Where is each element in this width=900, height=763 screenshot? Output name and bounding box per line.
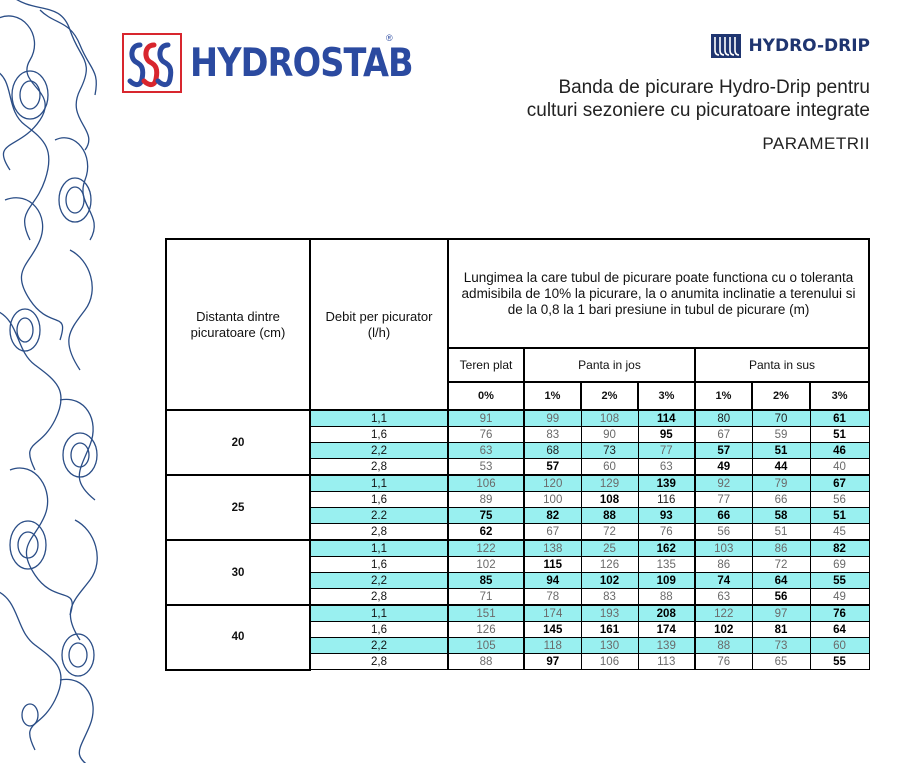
distance-cell: 30 [166, 540, 310, 605]
registered-mark: ® [386, 33, 393, 43]
value-cell: 68 [524, 443, 581, 459]
header-distance: Distanta dintre picuratoare (cm) [166, 239, 310, 410]
value-cell: 63 [638, 459, 695, 476]
value-cell: 161 [581, 622, 638, 638]
value-cell: 77 [695, 492, 752, 508]
value-cell: 208 [638, 605, 695, 622]
value-cell: 59 [752, 427, 810, 443]
debit-cell: 1,1 [310, 540, 448, 557]
value-cell: 97 [524, 654, 581, 670]
value-cell: 80 [695, 410, 752, 427]
value-cell: 91 [448, 410, 524, 427]
table-row [166, 605, 869, 622]
value-cell: 102 [695, 622, 752, 638]
slope-header: 2% [752, 382, 810, 410]
value-cell: 69 [810, 557, 869, 573]
slope-header: 0% [448, 382, 524, 410]
value-cell: 135 [638, 557, 695, 573]
value-cell: 109 [638, 573, 695, 589]
value-cell: 58 [752, 508, 810, 524]
hydrostab-wordmark: HYDROSTAB [190, 40, 413, 86]
value-cell: 118 [524, 638, 581, 654]
value-cell: 51 [752, 524, 810, 541]
value-cell: 145 [524, 622, 581, 638]
value-cell: 55 [810, 654, 869, 670]
header-length: Lungimea la care tubul de picurare poate functiona cu o toleranta admisibila de 10% la picurare, la o anumita inclinatie a terenului si de la 0,8 la 1 bari presiune in tubul de picurare (m) [448, 239, 869, 348]
value-cell: 88 [638, 589, 695, 606]
value-cell: 67 [524, 524, 581, 541]
debit-cell: 1,6 [310, 427, 448, 443]
value-cell: 66 [695, 508, 752, 524]
value-cell: 129 [581, 475, 638, 492]
value-cell: 92 [695, 475, 752, 492]
document-subtitle: PARAMETRII [762, 134, 870, 153]
value-cell: 105 [448, 638, 524, 654]
value-cell: 122 [695, 605, 752, 622]
value-cell: 83 [581, 589, 638, 606]
document-title [527, 76, 870, 122]
value-cell: 77 [638, 443, 695, 459]
debit-cell: 2,8 [310, 654, 448, 670]
value-cell: 65 [752, 654, 810, 670]
value-cell: 61 [810, 410, 869, 427]
value-cell: 97 [752, 605, 810, 622]
value-cell: 79 [752, 475, 810, 492]
topographic-pattern [0, 0, 108, 763]
table-row [166, 540, 869, 557]
value-cell: 86 [752, 540, 810, 557]
value-cell: 67 [810, 475, 869, 492]
value-cell: 130 [581, 638, 638, 654]
value-cell: 83 [524, 427, 581, 443]
value-cell: 103 [695, 540, 752, 557]
debit-cell: 2,2 [310, 638, 448, 654]
value-cell: 116 [638, 492, 695, 508]
value-cell: 70 [752, 410, 810, 427]
value-cell: 108 [581, 410, 638, 427]
value-cell: 76 [638, 524, 695, 541]
value-cell: 102 [448, 557, 524, 573]
value-cell: 49 [695, 459, 752, 476]
value-cell: 73 [581, 443, 638, 459]
debit-cell: 1,6 [310, 492, 448, 508]
value-cell: 88 [581, 508, 638, 524]
value-cell: 86 [695, 557, 752, 573]
value-cell: 63 [448, 443, 524, 459]
value-cell: 64 [752, 573, 810, 589]
debit-cell: 2,2 [310, 443, 448, 459]
value-cell: 113 [638, 654, 695, 670]
value-cell: 126 [581, 557, 638, 573]
value-cell: 122 [448, 540, 524, 557]
debit-cell: 1,1 [310, 475, 448, 492]
value-cell: 138 [524, 540, 581, 557]
slope-header: 2% [581, 382, 638, 410]
value-cell: 100 [524, 492, 581, 508]
header-slope-down: Panta in jos [524, 348, 695, 382]
hydrostab-logo-mark [122, 33, 182, 93]
value-cell: 51 [810, 427, 869, 443]
header-flat: Teren plat [448, 348, 524, 382]
value-cell: 95 [638, 427, 695, 443]
value-cell: 72 [581, 524, 638, 541]
hydrostab-logo [122, 33, 449, 93]
value-cell: 67 [695, 427, 752, 443]
slope-header: 1% [524, 382, 581, 410]
value-cell: 46 [810, 443, 869, 459]
value-cell: 57 [524, 459, 581, 476]
value-cell: 115 [524, 557, 581, 573]
value-cell: 82 [810, 540, 869, 557]
header-debit: Debit per picurator (l/h) [310, 239, 448, 410]
slope-header: 3% [638, 382, 695, 410]
debit-cell: 2,8 [310, 459, 448, 476]
value-cell: 94 [524, 573, 581, 589]
value-cell: 56 [752, 589, 810, 606]
value-cell: 55 [810, 573, 869, 589]
slope-header: 3% [810, 382, 869, 410]
value-cell: 151 [448, 605, 524, 622]
header-slope-up: Panta in sus [695, 348, 869, 382]
debit-cell: 1,1 [310, 410, 448, 427]
value-cell: 53 [448, 459, 524, 476]
distance-cell: 20 [166, 410, 310, 475]
value-cell: 139 [638, 475, 695, 492]
value-cell: 108 [581, 492, 638, 508]
slope-header: 1% [695, 382, 752, 410]
hydrodrip-wordmark: HYDRO-DRIP [748, 36, 870, 56]
debit-cell: 1,6 [310, 622, 448, 638]
value-cell: 85 [448, 573, 524, 589]
debit-cell: 2.2 [310, 508, 448, 524]
value-cell: 162 [638, 540, 695, 557]
value-cell: 126 [448, 622, 524, 638]
value-cell: 45 [810, 524, 869, 541]
value-cell: 73 [752, 638, 810, 654]
title-line-2: culturi sezoniere cu picuratoare integrate [526, 100, 870, 121]
value-cell: 60 [810, 638, 869, 654]
value-cell: 49 [810, 589, 869, 606]
value-cell: 64 [810, 622, 869, 638]
value-cell: 51 [810, 508, 869, 524]
value-cell: 25 [581, 540, 638, 557]
value-cell: 72 [752, 557, 810, 573]
value-cell: 66 [752, 492, 810, 508]
value-cell: 63 [695, 589, 752, 606]
value-cell: 60 [581, 459, 638, 476]
value-cell: 88 [448, 654, 524, 670]
title-line-1: Banda de picurare Hydro-Drip pentru [558, 77, 870, 98]
value-cell: 40 [810, 459, 869, 476]
value-cell: 56 [695, 524, 752, 541]
debit-cell: 1,6 [310, 557, 448, 573]
value-cell: 56 [810, 492, 869, 508]
value-cell: 44 [752, 459, 810, 476]
value-cell: 88 [695, 638, 752, 654]
value-cell: 74 [695, 573, 752, 589]
debit-cell: 2,8 [310, 524, 448, 541]
value-cell: 193 [581, 605, 638, 622]
value-cell: 99 [524, 410, 581, 427]
hydrodrip-logo [711, 34, 870, 58]
value-cell: 76 [695, 654, 752, 670]
value-cell: 82 [524, 508, 581, 524]
value-cell: 71 [448, 589, 524, 606]
value-cell: 76 [810, 605, 869, 622]
table-row [166, 410, 869, 427]
debit-cell: 1,1 [310, 605, 448, 622]
value-cell: 93 [638, 508, 695, 524]
value-cell: 139 [638, 638, 695, 654]
value-cell: 62 [448, 524, 524, 541]
debit-cell: 2,2 [310, 573, 448, 589]
value-cell: 51 [752, 443, 810, 459]
parameters-table [165, 238, 870, 671]
distance-cell: 40 [166, 605, 310, 670]
value-cell: 106 [448, 475, 524, 492]
value-cell: 57 [695, 443, 752, 459]
value-cell: 120 [524, 475, 581, 492]
value-cell: 76 [448, 427, 524, 443]
value-cell: 75 [448, 508, 524, 524]
debit-cell: 2,8 [310, 589, 448, 606]
value-cell: 114 [638, 410, 695, 427]
value-cell: 102 [581, 573, 638, 589]
value-cell: 90 [581, 427, 638, 443]
value-cell: 106 [581, 654, 638, 670]
hydrodrip-icon [711, 34, 741, 58]
value-cell: 81 [752, 622, 810, 638]
value-cell: 174 [524, 605, 581, 622]
value-cell: 78 [524, 589, 581, 606]
table-row [166, 475, 869, 492]
value-cell: 174 [638, 622, 695, 638]
value-cell: 89 [448, 492, 524, 508]
distance-cell: 25 [166, 475, 310, 540]
